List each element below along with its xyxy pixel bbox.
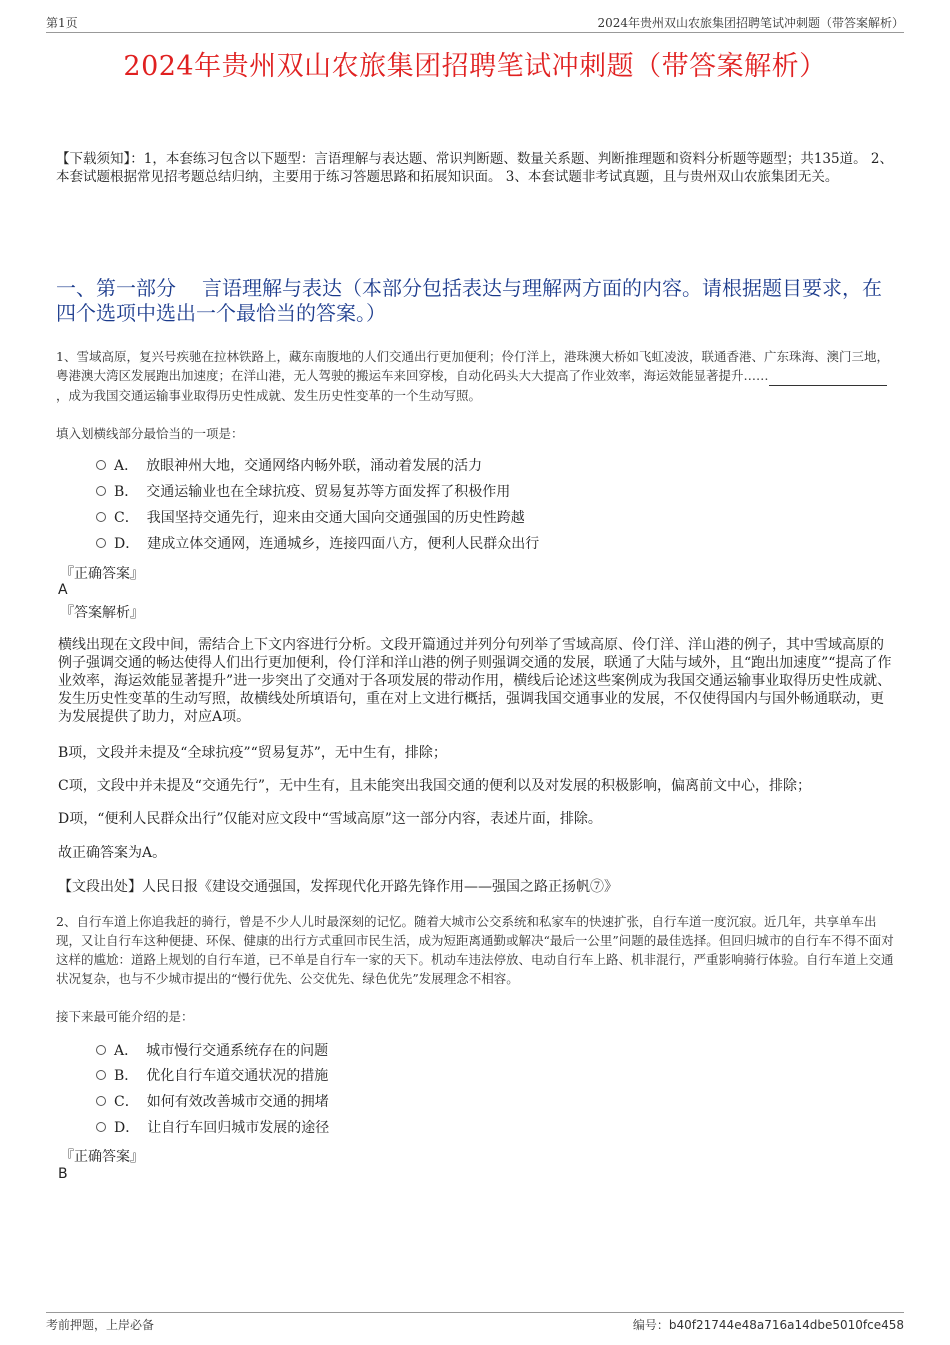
- analysis-option-c: C项，文段中并未提及“交通先行”，无中生有，且未能突出我国交通的便利以及对发展的积极影响，偏离前文中心，排除；: [58, 778, 812, 794]
- footer-slogan: 考前押题，上岸必备: [46, 1318, 155, 1332]
- footer-code: 编号：b40f21744e48a716a14dbe5010fce458: [632, 1318, 904, 1332]
- page-footer: [46, 1312, 904, 1334]
- question-1-option-a[interactable]: A． 放眼神州大地，交通网络内畅外联，涌动着发展的活力: [96, 456, 482, 476]
- question-1-option-b[interactable]: B． 交通运输业也在全球抗疫、贸易复苏等方面发挥了积极作用: [96, 482, 510, 502]
- question-1-stem-text: 1、雪域高原，复兴号疾驰在拉林铁路上，藏东南腹地的人们交通出行更加便利；伶仃洋上，港珠澳大桥如飞虹凌波，联通香港、广东珠海、澳门三地，粤港澳大湾区发展跑出加速度；在洋山港，无人驾驶的搬运车来回穿梭，自动化码头大大提高了作业效率，海运效能显著提升……: [56, 349, 889, 383]
- analysis-option-d: D项，“便利人民群众出行”仅能对应文段中“雪域高原”这一部分内容，表述片面，排除。: [58, 811, 602, 827]
- question-1-option-c[interactable]: C． 我国坚持交通先行，迎来由交通大国向交通强国的历史性跨越: [96, 508, 525, 528]
- radio-icon[interactable]: [96, 512, 106, 522]
- question-1-answer: A: [58, 582, 68, 598]
- question-1-prompt: 填入划横线部分最恰当的一项是：: [56, 426, 244, 441]
- radio-icon[interactable]: [96, 538, 106, 548]
- page-title: 2024年贵州双山农旅集团招聘笔试冲刺题（带答案解析）: [123, 51, 827, 82]
- header-doc-title: 2024年贵州双山农旅集团招聘笔试冲刺题（带答案解析）: [597, 16, 904, 30]
- question-2-prompt: 接下来最可能介绍的是：: [56, 1009, 194, 1024]
- section-title: 言语理解与表达（本部分包括表达与理解两方面的内容。请根据题目要求，在四个选项中选出一个最恰当的答案。）: [56, 276, 882, 325]
- answer-blank: [769, 366, 887, 386]
- radio-icon[interactable]: [96, 1045, 106, 1055]
- section-part: 一、第一部分: [56, 276, 176, 300]
- question-2-answer-label: 『正确答案』: [60, 1149, 144, 1165]
- radio-icon[interactable]: [96, 1096, 106, 1106]
- question-2-option-a[interactable]: A． 城市慢行交通系统存在的问题: [96, 1041, 328, 1061]
- question-1-stem: [56, 347, 894, 405]
- question-2-option-c[interactable]: C． 如何有效改善城市交通的拥堵: [96, 1092, 329, 1112]
- question-2-stem: 2、自行车道上你追我赶的骑行，曾是不少人儿时最深刻的记忆。随着大城市公交系统和私家车的快速扩张，自行车道一度沉寂。近几年，共享单车出现，又让自行车这种便捷、环保、健康的出行方式重回市民生活，成为短距离通勤或解决“最后一公里”问题的最佳选择。但回归城市的自行车不得不面对这样的尴尬：道路上规划的自行车道，已不单是自行车一家的天下。机动车违法停放、电动自行车上路、机非混行，严重影响骑行体验。自行车道上交通状况复杂，也与不少城市提出的“慢行优先、公交优先、绿色优先”发展理念不相容。: [56, 914, 894, 986]
- analysis-option-b: B项，文段并未提及“全球抗疫”“贸易复苏”，无中生有，排除；: [58, 745, 447, 761]
- question-1-answer-label: 『正确答案』: [60, 566, 144, 582]
- question-1-analysis-label: 『答案解析』: [60, 605, 144, 621]
- question-1-option-d[interactable]: D． 建成立体交通网，连通城乡，连接四面八方，便利人民群众出行: [96, 534, 539, 554]
- radio-icon[interactable]: [96, 460, 106, 470]
- question-2-option-d[interactable]: D． 让自行车回归城市发展的途径: [96, 1118, 329, 1138]
- analysis-source: 【文段出处】人民日报《建设交通强国，发挥现代化开路先锋作用——强国之路正扬帆⑦》: [58, 879, 618, 895]
- radio-icon[interactable]: [96, 1122, 106, 1132]
- download-notice: 【下载须知】：1，本套练习包含以下题型：言语理解与表达题、常识判断题、数量关系题、判断推理题和资料分析题等题型；共135道。 2、本套试题根据常见招考题总结归纳，主要用于练习答题思路和拓展知识面。 3、本套试题非考试真题，且与贵州双山农旅集团无关。: [56, 151, 893, 185]
- analysis-paragraph: 横线出现在文段中间，需结合上下文内容进行分析。文段开篇通过并列分句列举了雪域高原、伶仃洋、洋山港的例子，其中雪域高原的例子强调交通的畅达使得人们出行更加便利，伶仃洋和洋山港的例子则强调交通的发展，联通了大陆与域外，且“跑出加速度”“提高了作业效率，海运效能显著提升”进一步突出了交通对于各项发展的带动作用，横线后论述这些案例成为我国交通运输事业取得历史性成就、发生历史性变革的生动写照，故横线处所填语句，重在对上文进行概括，强调我国交通事业的发展，不仅使得国内与国外畅通联动，更为发展提供了助力，对应A项。: [58, 637, 892, 725]
- page-number: 第1页: [46, 16, 78, 30]
- radio-icon[interactable]: [96, 486, 106, 496]
- section-heading: [56, 276, 894, 326]
- page-header: [46, 14, 904, 33]
- analysis-conclusion: 故正确答案为A。: [58, 845, 167, 861]
- question-2-answer: B: [58, 1166, 68, 1182]
- question-1-stem-end: ，成为我国交通运输事业取得历史性成就、发生历史性变革的一个生动写照。: [56, 388, 482, 403]
- radio-icon[interactable]: [96, 1070, 106, 1080]
- question-2-option-b[interactable]: B． 优化自行车道交通状况的措施: [96, 1066, 328, 1086]
